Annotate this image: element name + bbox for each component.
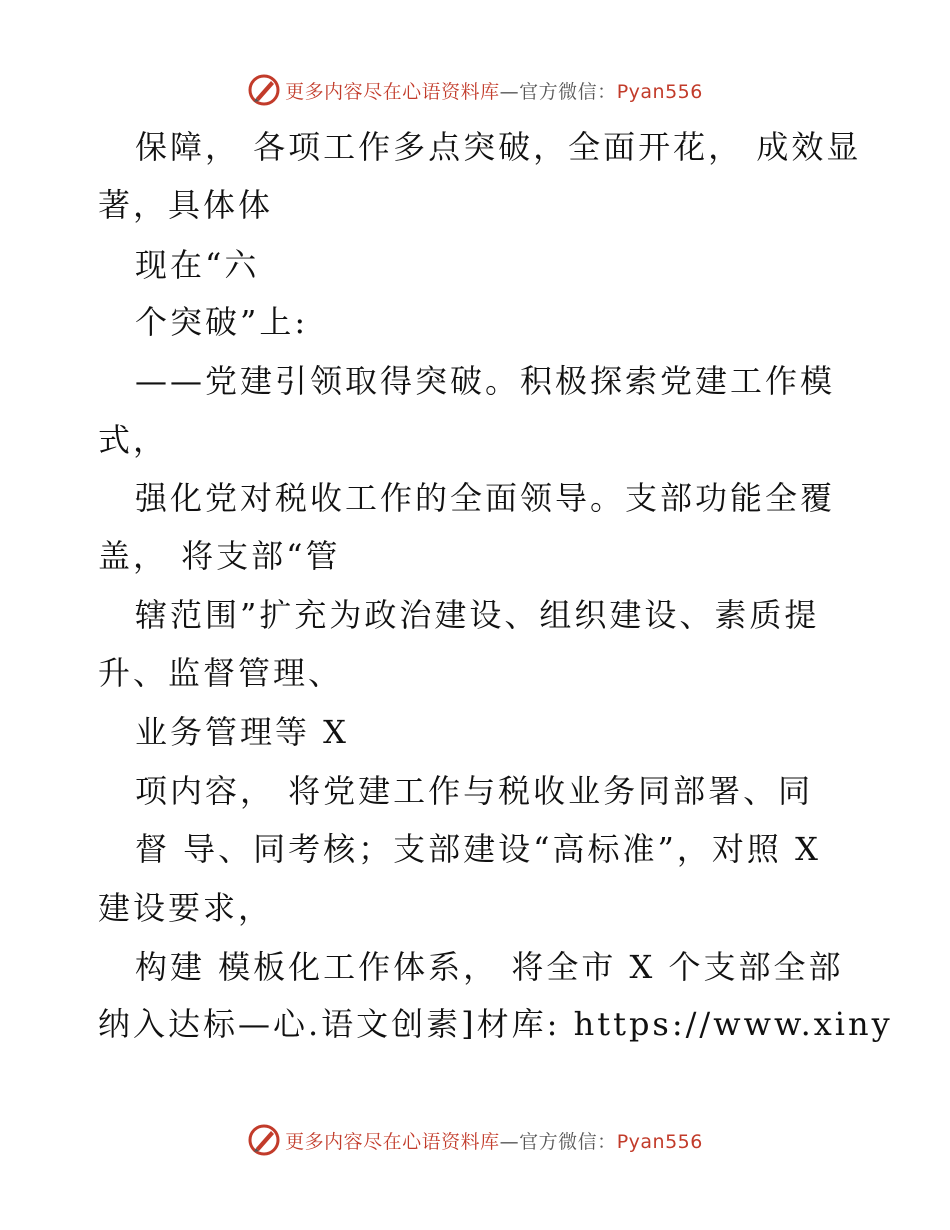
body-line: 著，具体体 [98, 186, 274, 224]
banner-wechat-id: Pyan556 [616, 1130, 703, 1153]
banner-wechat-label: 官方微信： [519, 80, 617, 103]
body-line: 辖范围”扩充为政治建设、组织建设、素质提 [135, 596, 820, 634]
body-line: 纳入达标—心.语文创素]材库: https://www.xiny [98, 1005, 893, 1043]
banner-text [285, 1127, 703, 1154]
body-line: 盖， 将支部“管 [98, 537, 341, 575]
banner-wechat-label: 官方微信： [519, 1130, 617, 1153]
body-line: 强化党对税收工作的全面领导。支部功能全覆 [135, 479, 836, 517]
body-line: 构建 模板化工作体系， 将全市 X 个支部全部 [135, 948, 844, 986]
banner-separator: — [499, 1130, 520, 1153]
body-line: 项内容， 将党建工作与税收业务同部署、同 [135, 772, 814, 810]
pen-logo-icon [247, 1123, 281, 1157]
body-line: 式， [98, 421, 169, 459]
body-line: 建设要求， [98, 889, 274, 927]
body-line: 保障， 各项工作多点突破，全面开花， 成效显 [135, 128, 862, 166]
banner-wechat-id: Pyan556 [616, 80, 703, 103]
banner-main-text: 更多内容尽在心语资料库 [285, 80, 500, 103]
banner-separator: — [499, 80, 520, 103]
body-line: 个突破”上: [135, 303, 309, 341]
body-line: 升、监督管理、 [98, 654, 344, 692]
body-line: ——党建引领取得突破。积极探索党建工作模 [135, 362, 836, 400]
body-line: 督 导、同考核；支部建设“高标准”，对照 X [135, 830, 821, 868]
body-line: 现在“六 [135, 246, 260, 284]
footer-banner [0, 1120, 950, 1160]
banner-main-text: 更多内容尽在心语资料库 [285, 1130, 500, 1153]
body-line: 业务管理等 X [135, 713, 349, 751]
